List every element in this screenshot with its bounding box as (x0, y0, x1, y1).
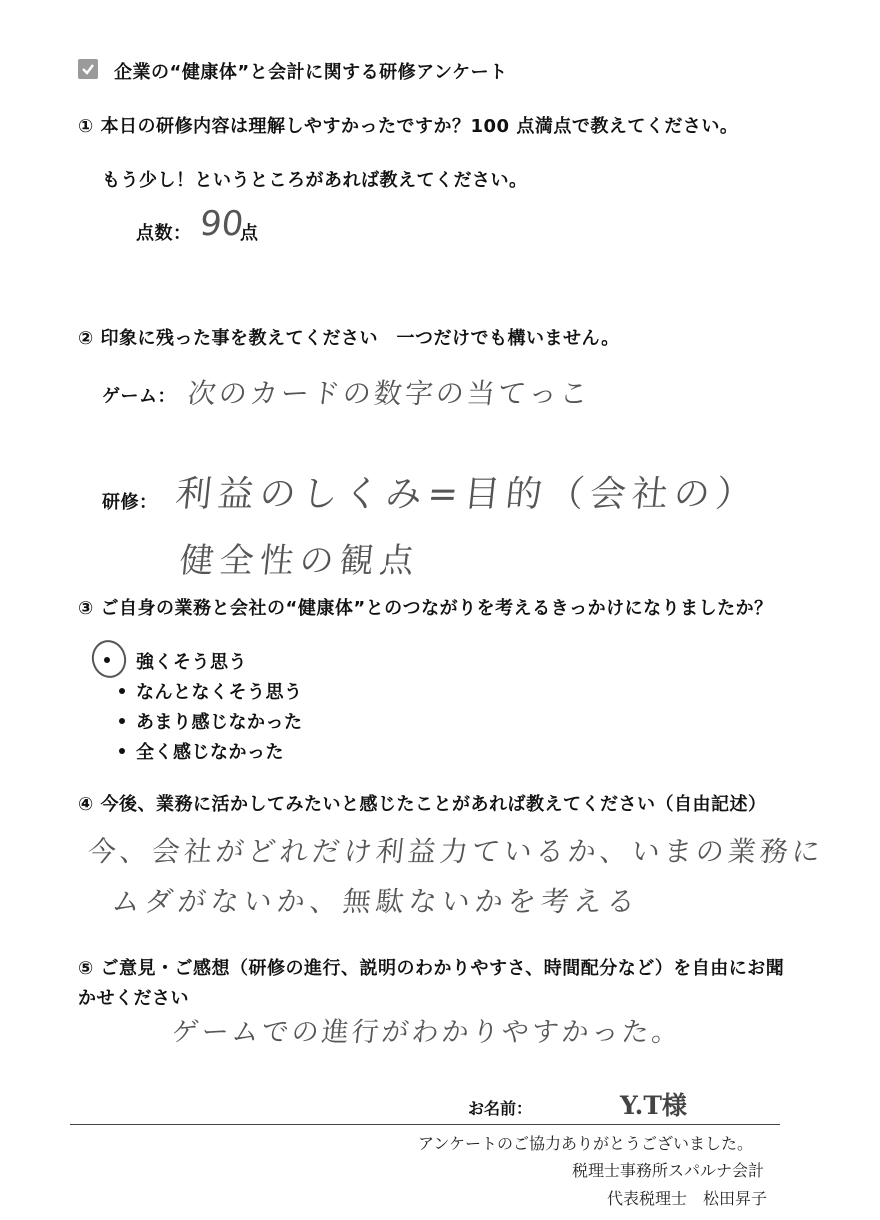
q3-label: ③ ご自身の業務と会社の“健康体”とのつながりを考えるきっかけになりましたか？ (78, 598, 773, 619)
q2-label: ② 印象に残った事を教えてください 一つだけでも構いません。 (78, 328, 620, 349)
bullet-icon (104, 657, 110, 663)
score-value: 90 (197, 204, 246, 244)
score-label: 点数： (136, 223, 192, 244)
q3-option-3: あまり感じなかった (136, 712, 303, 733)
footer-office: 税理士事務所スパルナ会計 (572, 1161, 765, 1180)
q3-option-4: 全く感じなかった (136, 742, 284, 763)
name-value: Y.T様 (620, 1091, 687, 1120)
bullet-icon (119, 718, 125, 724)
name-label: お名前： (468, 1099, 533, 1118)
bullet-icon (119, 748, 125, 754)
q1-sub: もう少し！というところがあれば教えてください。 (102, 170, 528, 191)
training-label: 研修： (102, 492, 158, 513)
divider-line (70, 1124, 780, 1125)
footer-rep: 代表税理士 松田昇子 (607, 1189, 768, 1208)
training-answer-line1: 利益のしくみ=目的（会社の） (173, 474, 761, 515)
q4-label: ④ 今後、業務に活かしてみたいと感じたことがあれば教えてください（自由記述） (78, 794, 767, 815)
score-unit: 点 (240, 223, 259, 244)
footer-thanks: アンケートのご協力ありがとうございました。 (418, 1134, 754, 1153)
training-answer-line2: 健全性の観点 (177, 541, 422, 581)
q5-label-line1: ⑤ ご意見・ご感想（研修の進行、説明のわかりやすさ、時間配分など）を自由にお聞 (78, 958, 785, 979)
q3-option-1: 強くそう思う (136, 652, 247, 673)
q1-label: ① 本日の研修内容は理解しやすかったですか？100 点満点で教えてください。 (78, 116, 739, 137)
q4-answer-line1: 今、会社がどれだけ利益力ているか、いまの業務に (86, 835, 826, 868)
q5-answer: ゲームでの進行がわかりやすかった。 (170, 1017, 684, 1048)
q3-option-2: なんとなくそう思う (136, 682, 303, 703)
game-answer: 次のカードの数字の当てっこ (186, 377, 593, 410)
game-label: ゲーム： (102, 386, 176, 407)
bullet-icon (119, 688, 125, 694)
q5-label-line2: かせください (78, 988, 189, 1009)
survey-title: 企業の“健康体”と会計に関する研修アンケート (114, 62, 508, 83)
q4-answer-line2: ムダがないか、無駄ないかを考える (110, 885, 642, 918)
checkbox-icon (78, 59, 98, 79)
